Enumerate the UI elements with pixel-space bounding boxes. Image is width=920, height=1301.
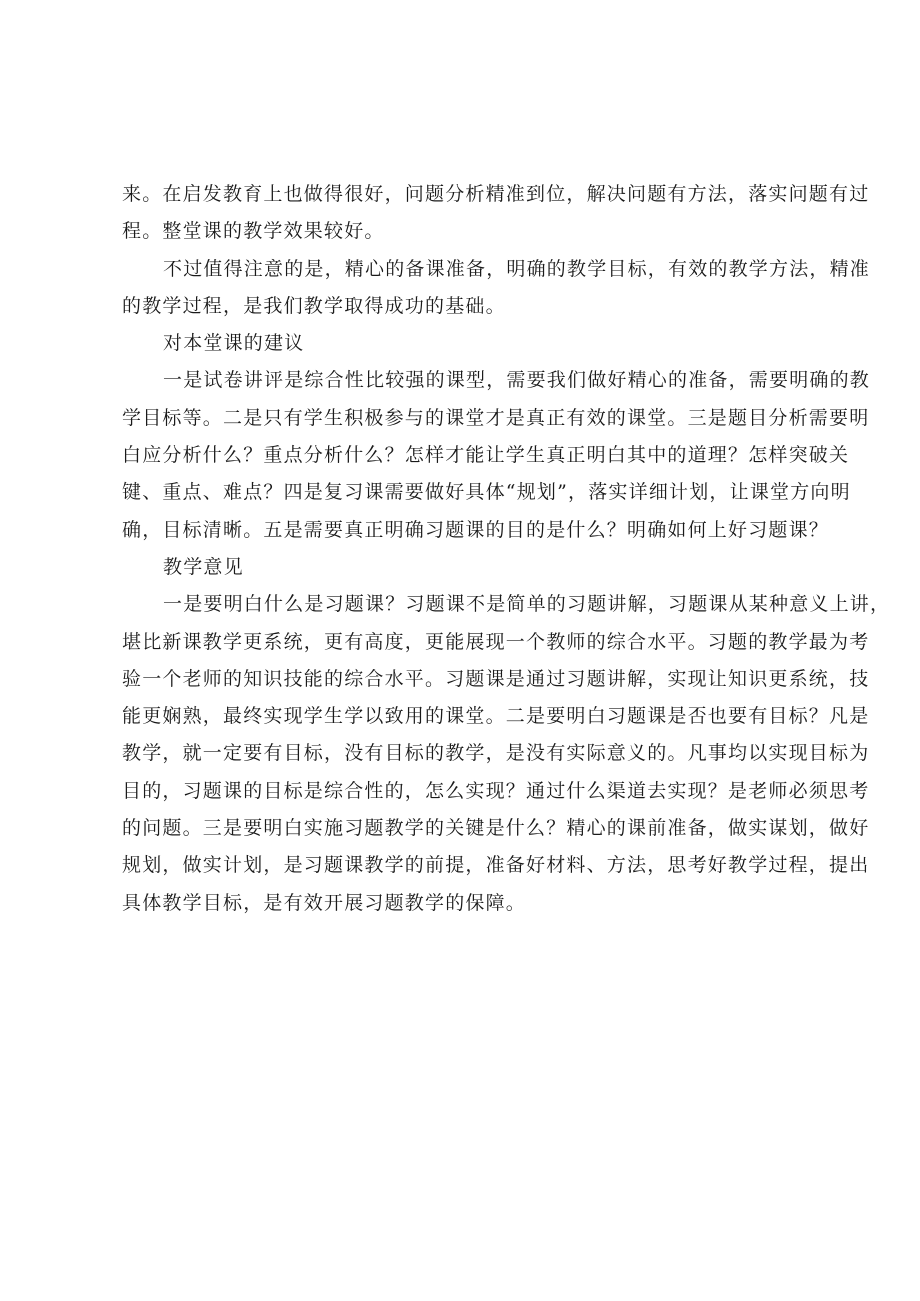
paragraph-teaching-opinions (122, 586, 891, 922)
text-line: 确，目标清晰。五是需要真正明确习题课的目的是什么？明确如何上好习题课？ (122, 518, 830, 541)
text-line: 学目标等。二是只有学生积极参与的课堂才是真正有效的课堂。三是题目分析需要明 (122, 406, 870, 429)
text-line: 一是试卷讲评是综合性比较强的课型，需要我们做好精心的准备，需要明确的教 (163, 369, 871, 392)
text-line: 验一个老师的知识技能的综合水平。习题课是通过习题讲解，实现让知识更系统，技 (122, 667, 870, 690)
text-line: 规划，做实计划，是习题课教学的前提，准备好材料、方法，思考好教学过程，提出 (122, 854, 870, 877)
text-line: 的教学过程，是我们教学取得成功的基础。 (122, 294, 506, 317)
paragraph-continuation (122, 176, 870, 251)
text-line: 一是要明白什么是习题课？习题课不是简单的习题讲解，习题课从某种意义上讲， (163, 593, 891, 616)
text-line: 键、重点、难点？四是复习课需要做好具体“规划”，落实详细计划，让课堂方向明 (122, 481, 851, 504)
text-line: 目的，习题课的目标是综合性的，怎么实现？通过什么渠道去实现？是老师必须思考 (122, 779, 870, 802)
text-line: 堪比新课教学更系统，更有高度，更能展现一个教师的综合水平。习题的教学最为考 (122, 630, 870, 653)
text-line: 具体教学目标，是有效开展习题教学的保障。 (122, 891, 527, 914)
paragraph-foundation (122, 251, 871, 326)
text-line: 教学，就一定要有目标，没有目标的教学，是没有实际意义的。凡事均以实现目标为 (122, 742, 870, 765)
heading-text: 教学意见 (163, 555, 244, 578)
text-line: 程。整堂课的教学效果较好。 (122, 220, 385, 243)
document-body (122, 176, 891, 922)
paragraph-suggestions (122, 362, 871, 548)
text-line: 能更娴熟，最终实现学生学以致用的课堂。二是要明白习题课是否也要有目标？凡是 (122, 705, 870, 728)
section-heading-suggestions (122, 325, 804, 362)
section-heading-teaching-opinions (122, 549, 804, 586)
text-line: 来。在启发教育上也做得很好，问题分析精准到位，解决问题有方法，落实问题有过 (122, 183, 870, 205)
text-line: 白应分析什么？重点分析什么？怎样才能让学生真正明白其中的道理？怎样突破关 (122, 444, 850, 467)
text-line: 不过值得注意的是，精心的备课准备，明确的教学目标，有效的教学方法，精准 (163, 257, 871, 280)
text-line: 的问题。三是要明白实施习题教学的关键是什么？精心的课前准备，做实谋划，做好 (122, 817, 870, 840)
heading-text: 对本堂课的建议 (163, 332, 305, 355)
